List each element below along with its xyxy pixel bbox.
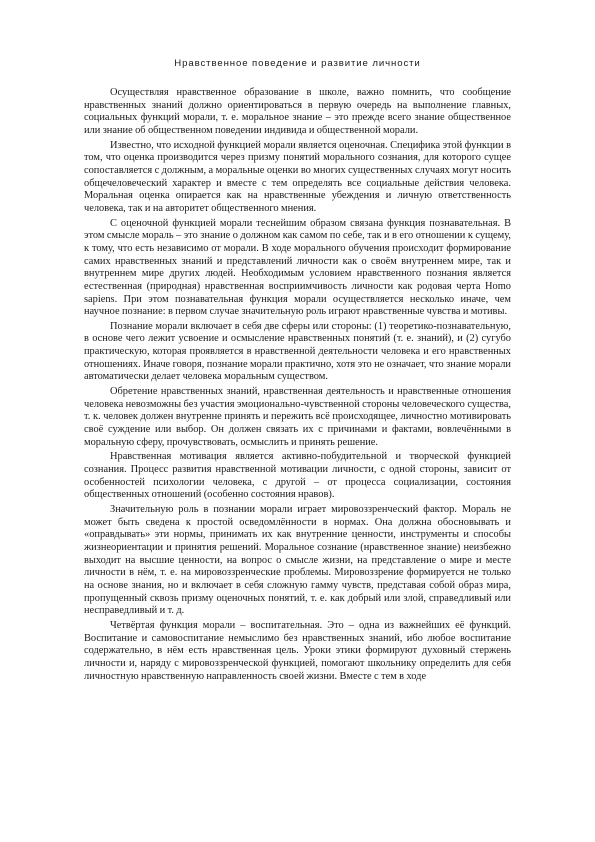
paragraph-2: Известно, что исходной функцией морали является оценочная. Специфика этой функции в том, что оценка производится через призму понятий морального сознания, для которого сущее сопоставляется с должным, а моральные оценки во многих существенных случаях могут носить общечеловеческий характер и вместе с тем определять все социальные действия человека. Моральная оценка опирается как на нравственные убеждения и личную ответственность человека, так и на авторитет общественного мнения. [84,139,511,214]
paragraph-5: Обретение нравственных знаний, нравственная деятельность и нравственные отношения человека невозможны без участия эмоционально-чувственной стороны человеческого существа, т. к. человек должен внутренне принять и пережить всё происходящее, личностно мотивировать своё суждение или выбор. Он должен связать их с причинами и фактами, вовлечёнными в моральную сферу, прочувствовать, осмыслить и принять решение. [84,386,511,448]
paragraph-4: Познание морали включает в себя две сферы или стороны: (1) теоретико-познавательную, в основе чего лежит усвоение и осмысление нравственных понятий (т. е. знаний), и (2) сугубо практическую, которая проявляется в нравственной деятельности человека и его нравственных отношениях. Иначе говоря, познание морали практично, хотя это не означает, что знание морали автоматически делает человека моральным существом. [84,320,511,383]
paragraph-6: Нравственная мотивация является активно-побудительной и творческой функцией сознания. Процесс развития нравственной мотивации личности, с одной стороны, зависит от особенностей психологии человека, с другой – от процесса социализации, состояния общественных отношений (особенно состояния нравов). [84,451,511,501]
paragraph-8: Четвёртая функция морали – воспитательная. Это – одна из важнейших её функций. Воспитание и самовоспитание немыслимо без нравственных знаний, ибо любое воспитание содержательно, в нём есть нравственная цель. Уроки этики формируют духовный стержень личности и, наряду с мировоззренческой функцией, помогают школьнику определить для себя личностную нравственную направленность своей жизни. Вместе с тем в ходе [84,619,511,682]
paragraph-1: Осуществляя нравственное образование в школе, важно помнить, что сообщение нравственных знаний должно ориентироваться в первую очередь на выполнение главных, социальных функций морали, т. е. моральное знание – это прежде всего знание общественное или знание об общественном поведении индивида и общественной морали. [84,87,511,136]
paragraph-7: Значительную роль в познании морали играет мировоззренческий фактор. Мораль не может быть сведена к простой осведомлённости в нормах. Она должна обосновывать и «оправдывать» эти нормы, принимать их как внутренние ценности, инструменты и способы жизнеориентации и принятия решений. Моральное сознание (нравственное знание) неизбежно выходит на высшие ценности, на вопрос о смысле жизни, на представление о мире и месте личности в нём, т. е. на мировоззренческие проблемы. Мировоззрение формируется не только на основе знания, но и включает в себя сложную гамму чувств, представая собой образ мира, пропущенный сквозь призму оценочных понятий, т. е. как добрый или злой, справедливый или несправедливый и т. д. [84,504,511,617]
paragraph-3: С оценочной функцией морали теснейшим образом связана функция познавательная. В этом смысле мораль – это знание о должном как самом по себе, так и в его отношении к сущему, к тому, что есть независимо от морали. В ходе морального обучения происходит формирование самих нравственных знаний и представлений личности как о своём внутреннем мире, так и внутреннем мире других людей. Необходимым условием нравственного познания является естественная (природная) нравственная восприимчивость личности как родовая черта Homo sapiens. При этом познавательная функция морали осуществляется несколько иначе, чем научное познание: в первом случае значительную роль играют нравственные чувства и мотивы. [84,217,511,318]
document-title: Нравственное поведение и развитие личности [174,58,421,69]
